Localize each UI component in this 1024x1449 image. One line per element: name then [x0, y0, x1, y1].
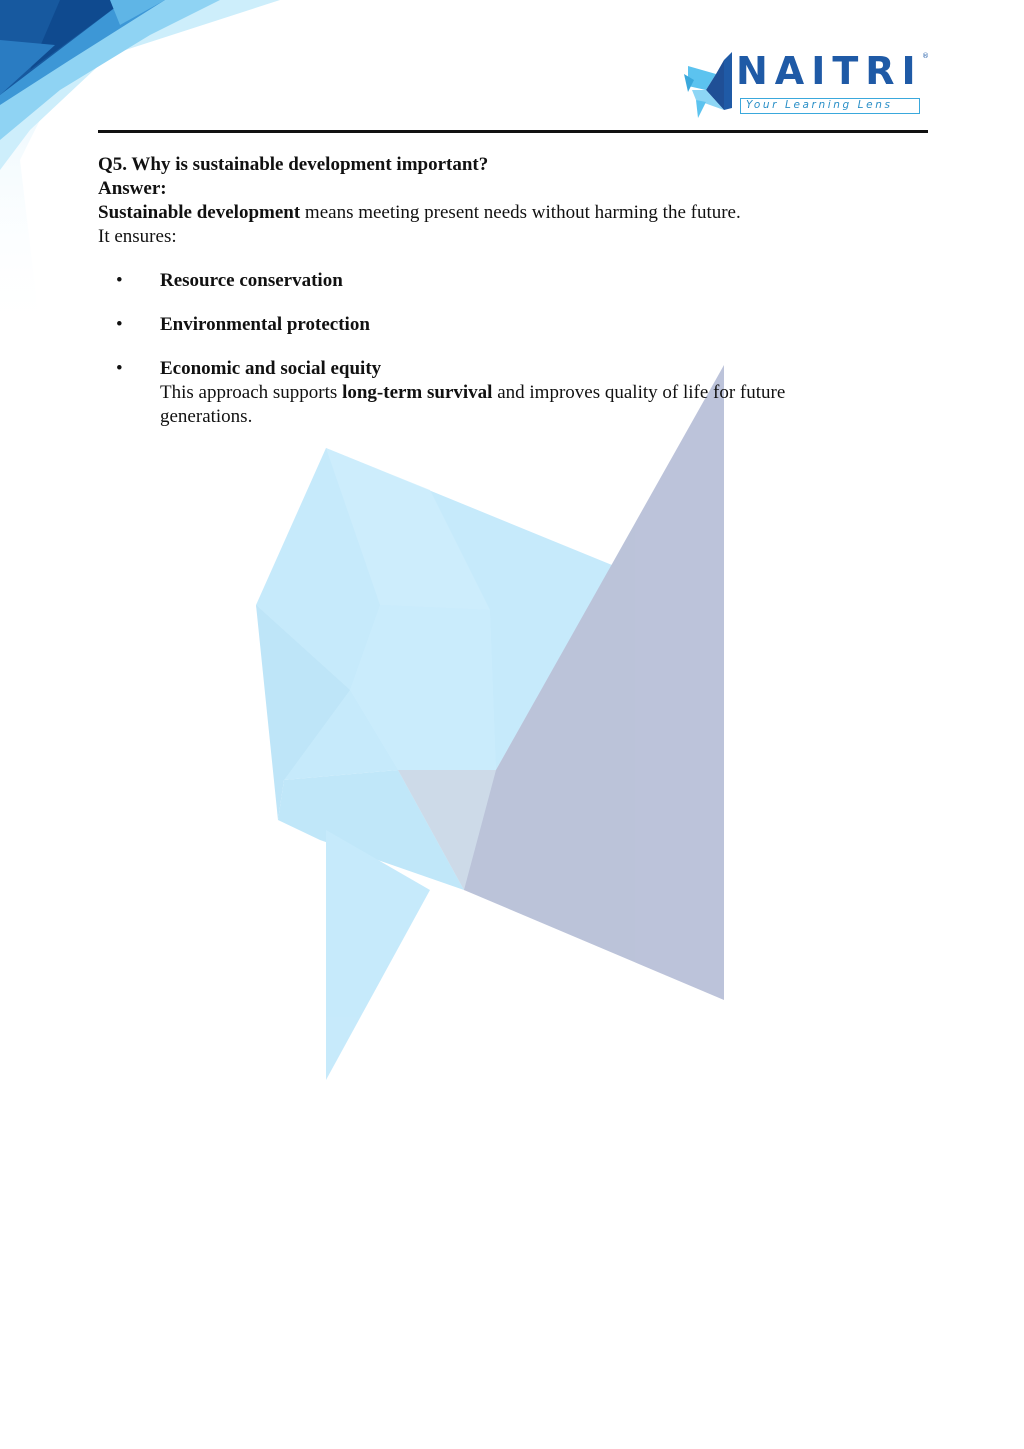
definition-term: Sustainable development — [98, 202, 301, 223]
list-item — [98, 357, 858, 429]
origami-logo-icon — [684, 52, 734, 118]
point-text: Resource conservation — [160, 270, 343, 291]
list-item — [98, 269, 858, 293]
ensures-list — [98, 269, 858, 429]
point-text: Economic and social equity — [160, 358, 382, 379]
list-item — [98, 313, 858, 337]
brand-tagline: Your Learning Lens — [740, 98, 920, 114]
registered-mark: ® — [922, 52, 929, 60]
definition-line — [98, 201, 858, 225]
naitri-logo — [684, 50, 934, 122]
bullet-icon: • — [116, 270, 123, 291]
closing-after: and improves quality of life for future generations. — [160, 382, 786, 427]
bullet-icon: • — [116, 358, 123, 379]
header-divider — [98, 130, 928, 133]
origami-bird-watermark-icon — [250, 360, 730, 1090]
ensures-intro: It ensures: — [98, 226, 177, 247]
point-text: Environmental protection — [160, 314, 370, 335]
bullet-icon: • — [116, 314, 123, 335]
definition-text: means meeting present needs without harming the future. — [300, 202, 741, 223]
closing-bold: long-term survival — [342, 382, 493, 403]
question-title: Q5. Why is sustainable development important? — [98, 154, 489, 175]
closing-paragraph — [160, 382, 785, 427]
question-block — [98, 153, 858, 449]
brand-name: NAITRI — [736, 49, 923, 93]
closing-before: This approach supports — [160, 382, 343, 403]
answer-label: Answer: — [98, 178, 167, 199]
